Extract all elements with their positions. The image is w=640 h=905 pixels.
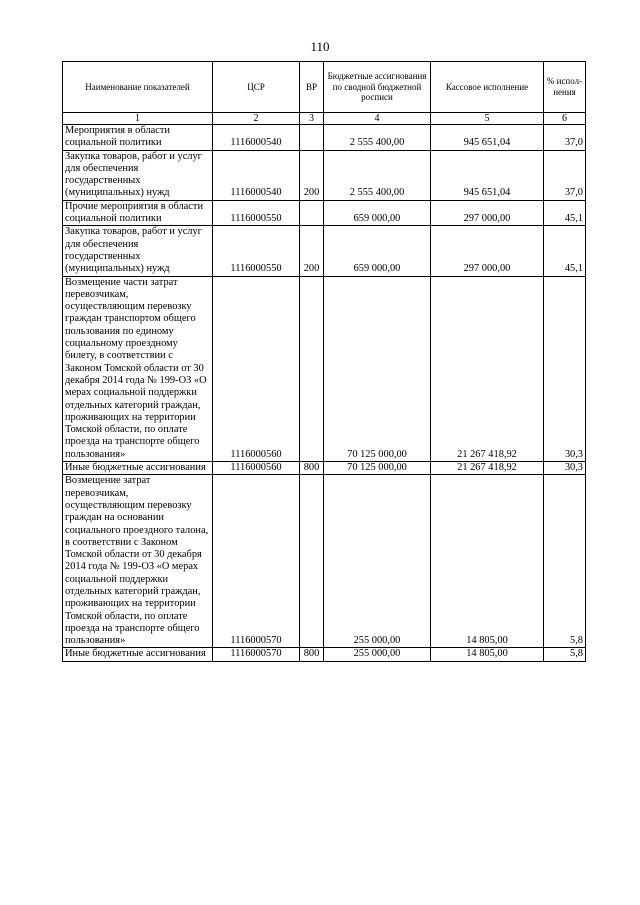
column-number: 4 [324,113,431,125]
cell-budget-allocation: 659 000,00 [324,200,431,226]
header-cash-execution: Кассовое исполнение [431,62,544,113]
cell-indicator-name: Закупка товаров, работ и услуг для обеспечения государственных (муниципальных) нужд [63,226,213,276]
cell-budget-allocation: 70 125 000,00 [324,462,431,475]
header-budget-allocations: Бюджетные ассигнования по сводной бюджетной росписи [324,62,431,113]
table-row [63,200,586,226]
cell-csr: 1116000550 [213,200,300,226]
column-number-row [63,113,586,125]
table-row [63,648,586,661]
cell-budget-allocation: 2 555 400,00 [324,125,431,151]
table-row [63,125,586,151]
cell-execution-percent: 5,8 [544,648,586,661]
header-vr: ВР [300,62,324,113]
column-number: 6 [544,113,586,125]
cell-vr [300,200,324,226]
cell-csr: 1116000540 [213,150,300,200]
cell-csr: 1116000560 [213,276,300,461]
header-indicator-name: Наименование показателей [63,62,213,113]
cell-cash-execution: 297 000,00 [431,200,544,226]
cell-vr: 800 [300,462,324,475]
cell-indicator-name: Иные бюджетные ассигнования [63,648,213,661]
cell-budget-allocation: 255 000,00 [324,648,431,661]
cell-cash-execution: 14 805,00 [431,475,544,648]
cell-cash-execution: 297 000,00 [431,226,544,276]
cell-budget-allocation: 255 000,00 [324,475,431,648]
column-number: 1 [63,113,213,125]
table-row [63,150,586,200]
cell-cash-execution: 945 651,04 [431,150,544,200]
cell-indicator-name: Иные бюджетные ассигнования [63,462,213,475]
cell-execution-percent: 30,3 [544,462,586,475]
cell-indicator-name: Закупка товаров, работ и услуг для обеспечения государственных (муниципальных) нужд [63,150,213,200]
cell-indicator-name: Мероприятия в области социальной политики [63,125,213,151]
table-header-row [63,62,586,113]
cell-execution-percent: 37,0 [544,125,586,151]
table-row [63,226,586,276]
cell-execution-percent: 5,8 [544,475,586,648]
header-execution-percent: % испол-нения [544,62,586,113]
cell-csr: 1116000570 [213,475,300,648]
cell-vr [300,276,324,461]
budget-execution-table [62,61,586,662]
cell-indicator-name: Возмещение затрат перевозчикам, осуществляющим перевозку граждан на основании социального проездного талона, в соответствии с Законом Томской области от 30 декабря 2014 года № 199-ОЗ «О мерах социальной поддержки отдельных категорий граждан, проживающих на территории Томской области, по оплате проезда на транспорте общего пользования» [63,475,213,648]
cell-execution-percent: 45,1 [544,226,586,276]
cell-cash-execution: 14 805,00 [431,648,544,661]
cell-execution-percent: 45,1 [544,200,586,226]
cell-csr: 1116000540 [213,125,300,151]
page-number: 110 [310,39,330,54]
column-number: 2 [213,113,300,125]
cell-budget-allocation: 2 555 400,00 [324,150,431,200]
cell-vr: 800 [300,648,324,661]
cell-csr: 1116000550 [213,226,300,276]
header-csr: ЦСР [213,62,300,113]
cell-csr: 1116000560 [213,462,300,475]
table-row [63,462,586,475]
cell-vr: 200 [300,226,324,276]
cell-budget-allocation: 70 125 000,00 [324,276,431,461]
table-row [63,276,586,461]
cell-vr [300,125,324,151]
cell-cash-execution: 945 651,04 [431,125,544,151]
cell-vr [300,475,324,648]
cell-vr: 200 [300,150,324,200]
cell-cash-execution: 21 267 418,92 [431,276,544,461]
column-number: 5 [431,113,544,125]
cell-indicator-name: Возмещение части затрат перевозчикам, осуществляющим перевозку граждан транспортом общего пользования по единому социальному проездному билету, в соответствии с Законом Томской области от 30 декабря 2014 года № 199-ОЗ «О мерах социальной поддержки отдельных категорий граждан, проживающих на территории Томской области, по оплате проезда на транспорте общего пользования» [63,276,213,461]
cell-indicator-name: Прочие мероприятия в области социальной политики [63,200,213,226]
table-row [63,475,586,648]
cell-cash-execution: 21 267 418,92 [431,462,544,475]
column-number: 3 [300,113,324,125]
cell-csr: 1116000570 [213,648,300,661]
cell-execution-percent: 30,3 [544,276,586,461]
cell-budget-allocation: 659 000,00 [324,226,431,276]
cell-execution-percent: 37,0 [544,150,586,200]
